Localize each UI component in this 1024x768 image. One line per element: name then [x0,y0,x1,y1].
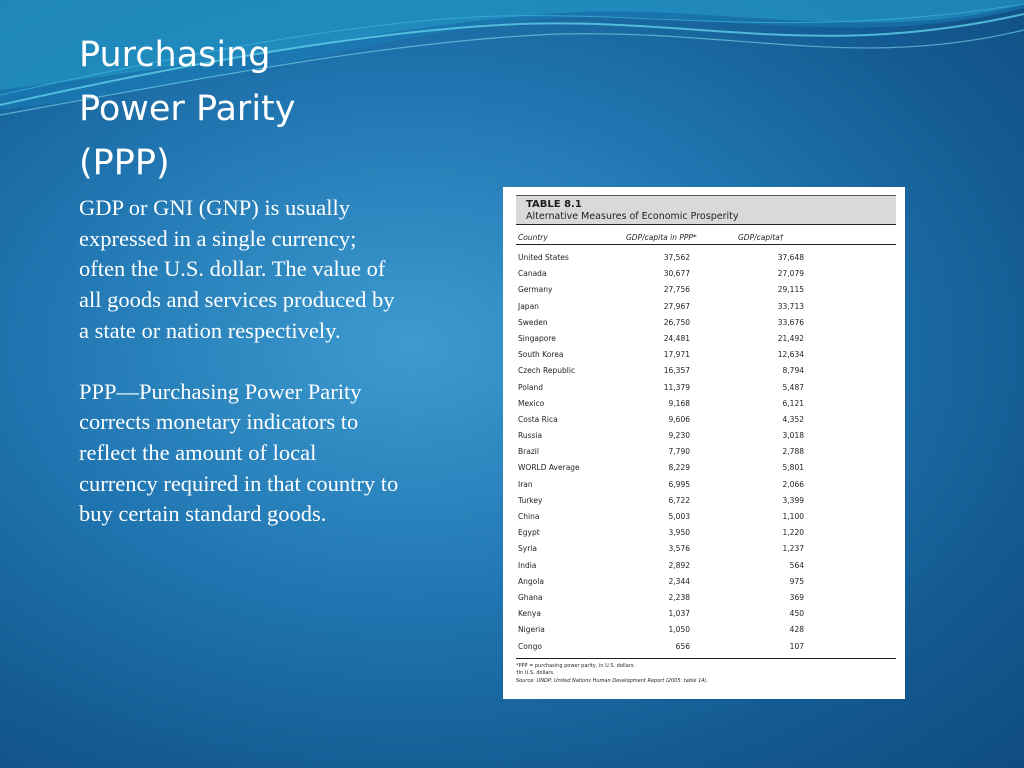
cell-ppp: 16,357 [663,366,690,376]
table-row [516,493,896,509]
title-line: Power Parity [79,89,296,129]
column-header-gdp: GDP/capita† [738,233,784,242]
cell-country: Canada [518,269,547,279]
cell-country: Kenya [518,609,541,619]
cell-ppp: 2,892 [668,560,690,570]
cell-gdp: 3,018 [782,431,804,441]
table-row [516,363,896,379]
footnote-source: Source: UNDP: United Nations Human Development Report (2005: table 14). [516,677,708,684]
cell-country: Russia [518,431,543,441]
cell-ppp: 27,967 [663,301,690,311]
table-row [516,412,896,428]
cell-ppp: 9,230 [668,431,690,441]
cell-ppp: 2,238 [668,592,690,602]
body-paragraph-gdp: GDP or GNI (GNP) is usually expressed in a single currency; often the U.S. dollar. The value of all goods and services produced by a state or nation respectively. [79,195,395,343]
cell-country: Nigeria [518,625,545,635]
table-row [516,347,896,363]
cell-ppp: 17,971 [663,350,690,360]
column-header-country: Country [518,233,548,242]
cell-ppp: 3,950 [668,528,690,538]
cell-ppp: 5,003 [668,512,690,521]
cell-ppp: 656 [675,641,690,651]
cell-country: Iran [518,479,533,489]
cell-country: Poland [518,382,544,392]
cell-gdp: 33,676 [777,317,804,327]
slide-title [79,28,419,190]
cell-gdp: 6,121 [782,398,804,408]
table-row [516,299,896,315]
cell-country: India [518,560,537,570]
cell-country: Japan [518,301,539,311]
table-row [516,396,896,412]
cell-gdp: 450 [789,609,804,619]
cell-ppp: 37,562 [663,253,690,262]
title-line: (PPP) [79,143,170,183]
cell-ppp: 24,481 [663,333,690,343]
cell-country: Congo [518,641,542,651]
cell-ppp: 8,229 [668,463,690,473]
table-row [516,606,896,622]
cell-gdp: 428 [789,625,804,635]
table-row [516,574,896,590]
table-row [516,639,896,655]
cell-ppp: 6,995 [668,479,690,489]
table-row [516,509,896,525]
cell-ppp: 7,790 [668,447,690,457]
table-body [516,245,896,655]
table-title: Alternative Measures of Economic Prosperity [526,211,739,222]
cell-gdp: 3,399 [782,495,804,505]
cell-country: Angola [518,576,544,586]
cell-gdp: 29,115 [777,285,804,295]
column-header-ppp: GDP/capita in PPP* [626,233,697,242]
cell-gdp: 12,634 [777,350,804,360]
cell-country: WORLD Average [518,463,580,473]
cell-ppp: 9,168 [668,398,690,408]
table-row [516,558,896,574]
title-line: Purchasing [79,35,271,75]
table-row [516,315,896,331]
cell-country: Turkey [518,495,543,505]
cell-ppp: 30,677 [663,269,690,279]
cell-gdp: 1,237 [782,544,804,554]
cell-gdp: 5,487 [782,382,804,392]
cell-country: Germany [518,285,553,295]
cell-ppp: 2,344 [668,576,690,586]
table-header [516,195,896,225]
table-row [516,525,896,541]
cell-country: Syria [518,544,537,554]
cell-country: Czech Republic [518,366,576,376]
cell-gdp: 4,352 [782,414,804,424]
cell-ppp: 3,576 [668,544,690,554]
table-figure [503,187,905,699]
cell-gdp: 1,100 [782,512,804,521]
cell-gdp: 27,079 [777,269,804,279]
cell-country: Brazil [518,447,539,457]
cell-gdp: 2,788 [782,447,804,457]
cell-gdp: 37,648 [777,253,804,262]
cell-gdp: 107 [789,641,804,651]
body-paragraph-ppp: PPP—Purchasing Power Parity corrects monetary indicators to reflect the amount of local currency required in that country to buy certain standard goods. [79,378,399,527]
table-column-headers [516,225,896,245]
cell-ppp: 6,722 [668,495,690,505]
cell-gdp: 975 [789,576,804,586]
table-row [516,444,896,460]
cell-ppp: 9,606 [668,414,690,424]
table-row [516,460,896,476]
cell-ppp: 1,037 [668,609,690,619]
cell-ppp: 26,750 [663,317,690,327]
table-row [516,282,896,298]
cell-gdp: 5,801 [782,463,804,473]
cell-country: China [518,512,540,521]
footnote-ppp: *PPP = purchasing power parity, in U.S. dollars. [516,662,636,669]
table-row [516,541,896,557]
cell-country: Mexico [518,398,545,408]
table-row [516,331,896,347]
table-row [516,380,896,396]
table-row [516,477,896,493]
cell-gdp: 8,794 [782,366,804,376]
cell-country: Egypt [518,528,540,538]
cell-country: South Korea [518,350,564,360]
cell-country: Costa Rica [518,414,558,424]
cell-ppp: 27,756 [663,285,690,295]
cell-gdp: 21,492 [777,333,804,343]
cell-country: United States [518,253,569,262]
cell-country: Ghana [518,592,543,602]
slide-body [79,193,399,560]
table-row [516,590,896,606]
cell-country: Sweden [518,317,548,327]
table-number: TABLE 8.1 [526,199,582,210]
cell-gdp: 1,220 [782,528,804,538]
table-row [516,266,896,282]
footnote-usd: †In U.S. dollars. [516,670,555,677]
table-row [516,428,896,444]
cell-gdp: 2,066 [782,479,804,489]
cell-gdp: 369 [789,592,804,602]
table-row [516,250,896,266]
cell-gdp: 564 [789,560,804,570]
cell-country: Singapore [518,333,556,343]
table-footnotes [516,658,896,686]
cell-gdp: 33,713 [777,301,804,311]
cell-ppp: 1,050 [668,625,690,635]
table-row [516,622,896,638]
cell-ppp: 11,379 [663,382,690,392]
